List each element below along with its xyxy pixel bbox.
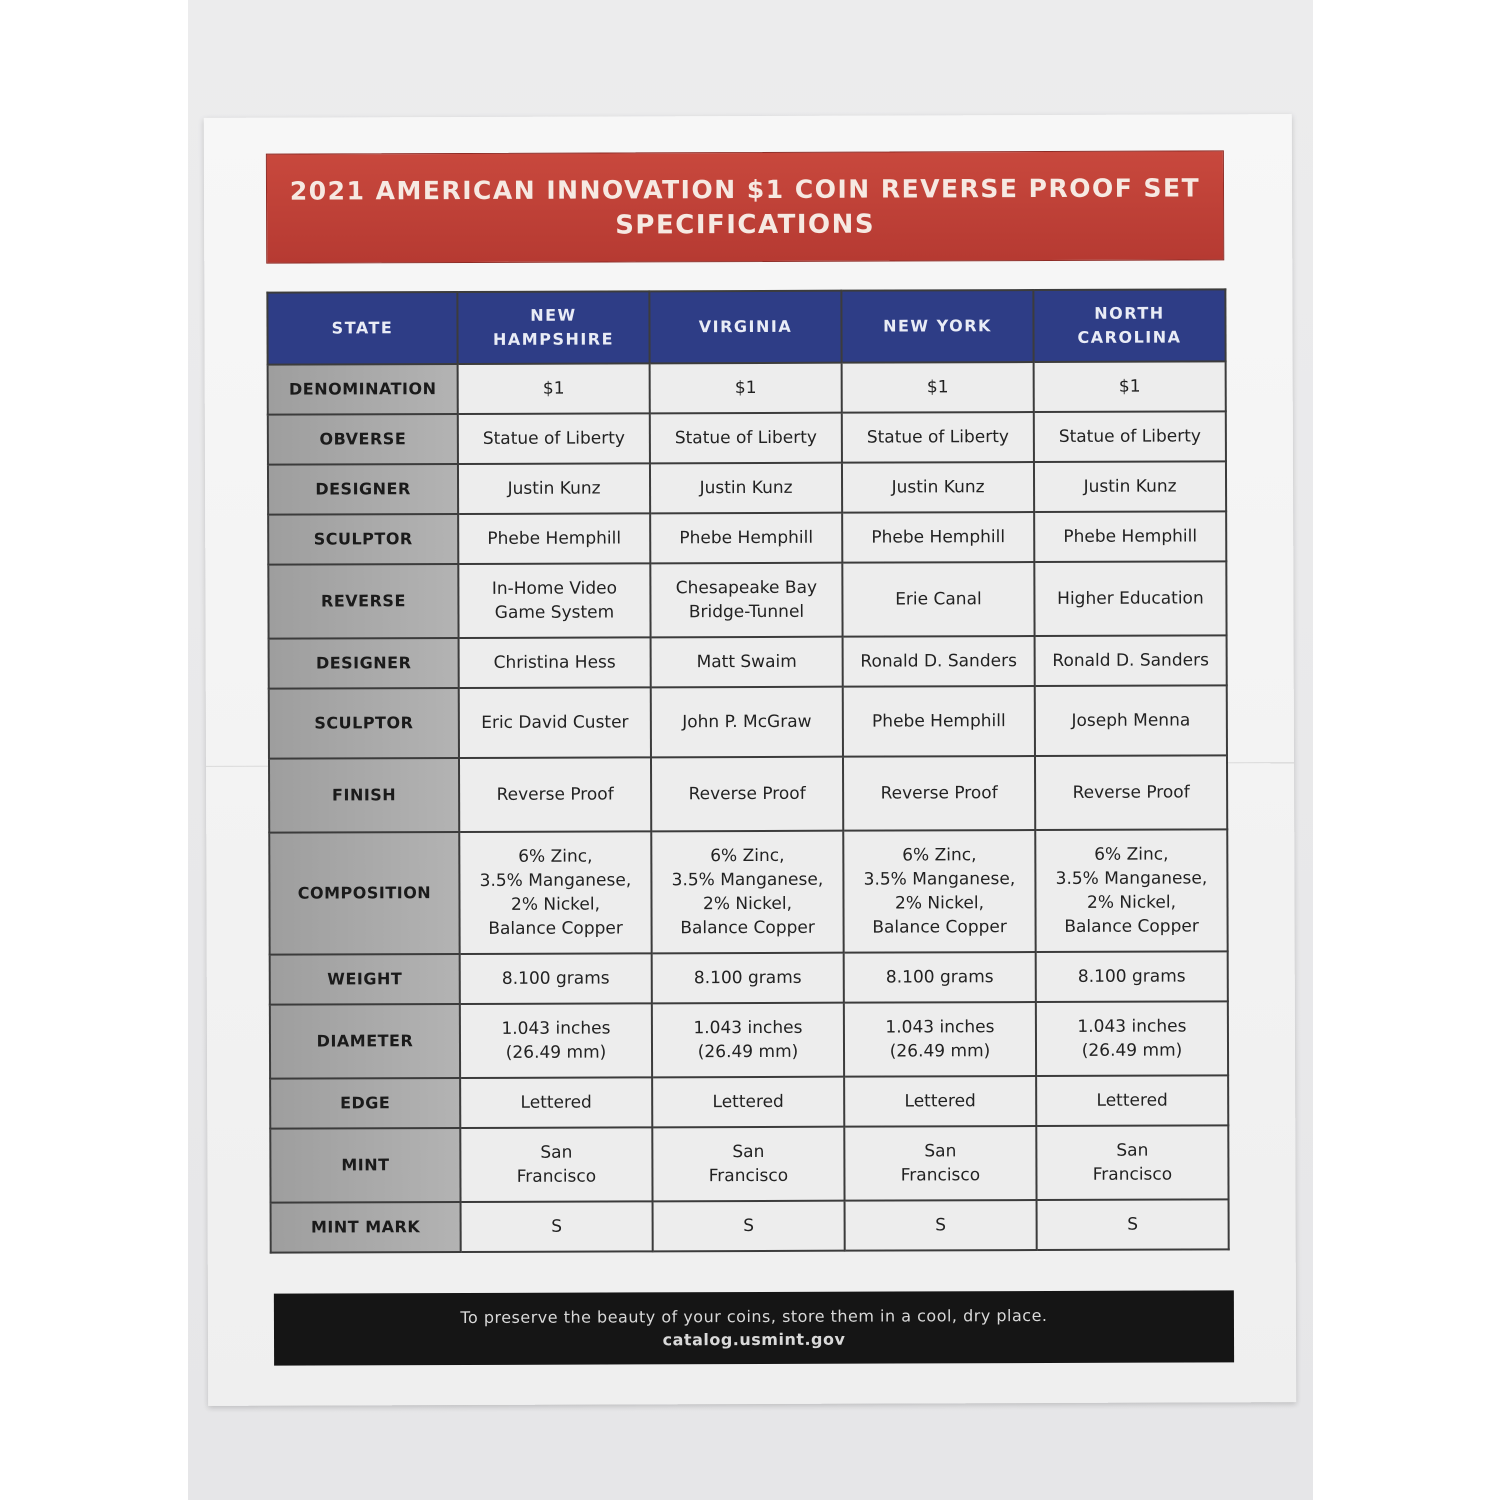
table-cell [459,687,651,758]
table-cell [1035,829,1227,952]
cell-text: Reverse Proof [496,784,614,805]
table-cell [461,1201,653,1252]
cell-text: 3.5% Manganese, [671,869,824,891]
cell-text: Francisco [516,1166,597,1187]
table-row [269,685,1227,758]
table-row [268,511,1226,564]
cell-text: Lettered [712,1091,784,1113]
table-cell [650,563,842,638]
table-row [269,829,1227,954]
cell-text: 2% Nickel, [510,894,601,915]
cell-text: Ronald D. Sanders [1052,650,1209,671]
row-label: DESIGNER [269,638,459,689]
table-cell [652,1003,844,1078]
cell-text: 2% Nickel, [1086,892,1177,913]
cell-text: Francisco [1092,1164,1173,1185]
table-cell [1036,1075,1228,1126]
table-cell [459,637,651,688]
table-cell [1034,511,1226,562]
care-note: To preserve the beauty of your coins, store them in a cool, dry place. [460,1305,1048,1328]
cell-text: Erie Canal [895,589,982,610]
row-label: MINT MARK [271,1202,461,1253]
table-cell [844,1126,1036,1201]
cell-text: In-Home Video [491,578,618,599]
header-north-carolina: NORTH CAROLINA [1033,289,1225,362]
cell-text: 2% Nickel, [702,893,793,915]
table-cell [844,1002,1036,1077]
cell-text: Balance Copper [488,918,623,939]
cell-text: (26.49 mm) [1081,1040,1183,1061]
header-state: STATE [267,292,457,365]
table-cell [1035,635,1227,686]
cell-text: Joseph Menna [1071,710,1191,731]
cell-text: (26.49 mm) [889,1041,991,1062]
title-banner [266,150,1224,263]
footer-bar [274,1290,1234,1365]
table-cell [1034,561,1226,636]
table-cell [842,512,1034,563]
table-cell [650,413,842,464]
table-cell [460,1077,652,1128]
cell-text: S [743,1215,755,1237]
cell-text: 6% Zinc, [1094,844,1169,865]
cell-text: Statue of Liberty [866,427,1009,448]
cell-text: (26.49 mm) [505,1042,607,1063]
table-row [271,1199,1229,1252]
cell-text: Balance Copper [872,917,1007,938]
cell-text: San [732,1141,765,1163]
table-cell [458,413,650,464]
table-cell [845,1200,1037,1251]
cell-text: Ronald D. Sanders [860,651,1017,672]
cell-text: Statue of Liberty [674,427,817,449]
cell-text: Phebe Hemphill [871,711,1006,732]
table-cell [1035,685,1227,756]
table-cell [458,363,650,414]
table-cell [650,363,842,414]
table-cell [459,831,651,954]
cell-text: Higher Education [1057,588,1204,609]
table-cell [842,562,1034,637]
cell-text: 1.043 inches [501,1018,611,1039]
cell-text: 1.043 inches [885,1017,995,1038]
cell-text: 8.100 grams [693,967,802,989]
table-cell [460,953,652,1004]
row-label: DENOMINATION [268,364,458,415]
table-header-row [267,289,1225,364]
cell-text: Reverse Proof [1072,782,1190,803]
cell-text: Justin Kunz [1083,476,1177,497]
row-label: EDGE [270,1078,460,1129]
row-label: COMPOSITION [269,832,459,955]
row-label: FINISH [269,758,459,833]
cell-text: Lettered [520,1092,592,1113]
table-cell [651,757,843,832]
cell-text: Francisco [708,1165,789,1187]
row-label: SCULPTOR [269,688,459,759]
table-row [270,1075,1228,1128]
table-cell [843,830,1035,953]
table-row [268,361,1226,414]
cell-text: 3.5% Manganese, [479,870,632,891]
table-cell [843,756,1035,831]
table-row [268,561,1226,638]
title-line-1: 2021 AMERICAN INNOVATION $1 COIN REVERSE PROOF SET [289,172,1201,206]
table-cell [844,1076,1036,1127]
cell-text: Balance Copper [680,917,815,939]
cell-text: San [540,1142,573,1163]
row-label: WEIGHT [270,954,460,1005]
table-cell [652,1077,844,1128]
cell-text: 6% Zinc, [710,845,785,867]
table-body [268,361,1229,1252]
cell-text: Phebe Hemphill [679,527,814,549]
row-label: REVERSE [268,564,458,639]
cell-text: Christina Hess [493,652,616,673]
cell-text: Chesapeake Bay [675,577,818,599]
table-cell [1035,755,1227,830]
cell-text: Bridge-Tunnel [688,601,805,623]
cell-text: Reverse Proof [880,783,998,804]
table-cell [652,1127,844,1202]
table-row [270,1125,1228,1202]
cell-text: Lettered [1096,1090,1168,1111]
table-cell [651,687,843,758]
cell-text: 6% Zinc, [902,845,977,866]
cell-text: 3.5% Manganese, [1055,868,1208,889]
table-cell [459,757,651,832]
header-new-hampshire: NEW HAMPSHIRE [457,291,649,364]
cell-text: 6% Zinc, [518,846,593,867]
cell-text: Eric David Custer [481,712,629,733]
row-label: DESIGNER [268,464,458,515]
cell-text: Justin Kunz [507,478,601,499]
table-cell [458,563,650,638]
cell-text: Francisco [900,1165,981,1186]
table-row [268,461,1226,514]
cell-text: S [935,1215,947,1236]
cell-text: $1 [734,377,757,399]
table-cell [1034,411,1226,462]
cell-text: (26.49 mm) [697,1041,799,1063]
cell-text: 3.5% Manganese, [863,869,1016,890]
table-cell [844,952,1036,1003]
cell-text: Phebe Hemphill [1063,526,1198,547]
table-cell [652,953,844,1004]
row-label: MINT [270,1128,460,1203]
table-cell [651,637,843,688]
table-cell [650,513,842,564]
table-cell [653,1201,845,1252]
cell-text: 1.043 inches [693,1017,803,1039]
table-cell [460,1003,652,1078]
table-cell [1034,461,1226,512]
table-row [270,951,1228,1004]
table-cell [843,686,1035,757]
cell-text: $1 [1118,376,1141,397]
table-cell [651,831,843,954]
cell-text: 8.100 grams [1077,966,1186,987]
cell-text: $1 [926,377,949,398]
cell-text: San [1116,1140,1149,1161]
cell-text: Balance Copper [1064,916,1199,937]
cell-text: Justin Kunz [891,477,985,498]
cell-text: Reverse Proof [688,783,806,805]
cell-text: $1 [542,378,565,399]
cell-text: Justin Kunz [699,477,793,499]
row-label: OBVERSE [268,414,458,465]
cell-text: 2% Nickel, [894,893,985,914]
cell-text: John P. McGraw [682,711,812,733]
table-cell [1036,1001,1228,1076]
table-row [270,1001,1228,1078]
cell-text: 8.100 grams [885,967,994,988]
spec-card [204,114,1296,1406]
table-cell [1037,1199,1229,1250]
table-cell [842,412,1034,463]
table-cell [458,463,650,514]
table-row [269,635,1227,688]
header-virginia: VIRGINIA [649,291,841,364]
cell-text: 1.043 inches [1077,1016,1187,1037]
table-cell [460,1127,652,1202]
cell-text: S [1127,1214,1139,1235]
cell-text: Lettered [904,1091,976,1112]
table-cell [458,513,650,564]
title-line-2: SPECIFICATIONS [615,209,876,240]
cell-text: Phebe Hemphill [871,527,1006,548]
table-row [268,411,1226,464]
table-cell [843,636,1035,687]
cell-text: Matt Swaim [696,651,797,673]
row-label: SCULPTOR [268,514,458,565]
table-cell [1034,361,1226,412]
table-cell [842,362,1034,413]
cell-text: 8.100 grams [501,968,610,989]
table-row [269,755,1227,832]
cell-text: Phebe Hemphill [487,528,622,549]
table-cell [1036,1125,1228,1200]
table-cell [650,463,842,514]
cell-text: Statue of Liberty [482,428,625,449]
table-cell [842,462,1034,513]
row-label: DIAMETER [270,1004,460,1079]
table-cell [1036,951,1228,1002]
header-new-york: NEW YORK [841,290,1033,363]
cell-text: Statue of Liberty [1058,426,1201,447]
cell-text: San [924,1141,957,1162]
cell-text: S [551,1216,563,1237]
specifications-table [266,288,1229,1253]
cell-text: Game System [494,602,615,623]
catalog-url: catalog.usmint.gov [662,1329,846,1350]
